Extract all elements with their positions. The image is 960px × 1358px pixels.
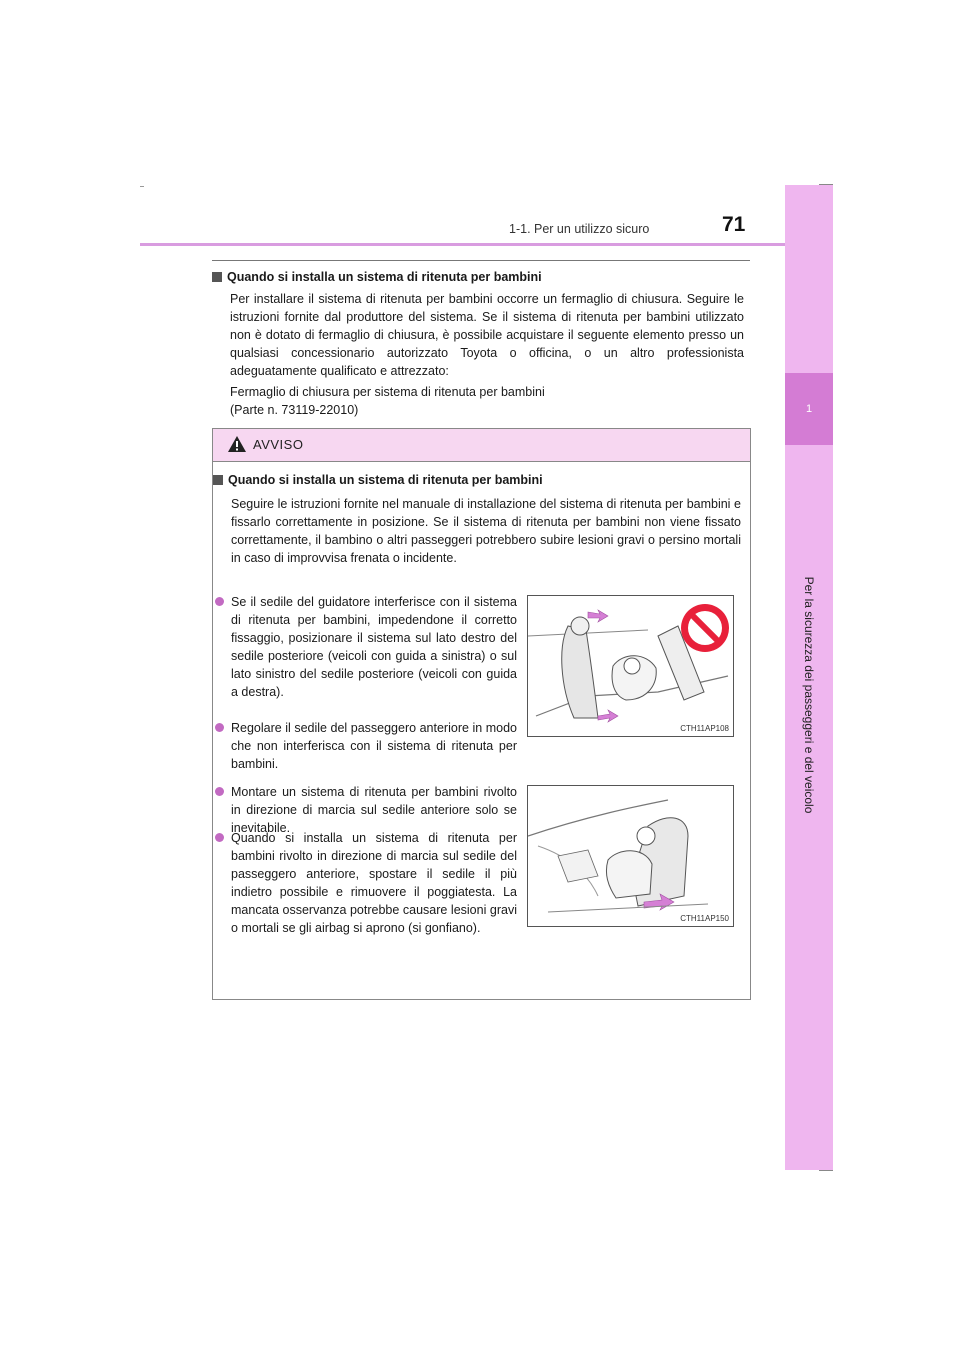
part-description: Fermaglio di chiusura per sistema di ritenuta per bambini	[230, 385, 545, 399]
header-section: 1-1. Per un utilizzo sicuro	[509, 222, 650, 236]
warning-title-text: Quando si installa un sistema di ritenuta per bambini	[228, 473, 543, 487]
bullet-dot-icon	[215, 833, 224, 842]
warning-label: AVVISO	[253, 437, 304, 452]
page-number: 71	[722, 213, 746, 236]
bullet-text: Se il sedile del guidatore interferisce con il sistema di ritenuta per bambini, impedendone il corretto fissaggio, posizionare il sistema sul lato destro del sedile posteriore (veicoli con guida a sinistra) o sul lato sinistro del sedile posteriore (veicoli con guida a destra).	[231, 595, 517, 699]
figure-rear-seat-interference	[527, 595, 734, 737]
crop-mark	[140, 186, 144, 187]
prohibition-icon	[681, 604, 729, 652]
figure-code: CTH11AP150	[680, 914, 729, 923]
warning-box	[212, 428, 751, 1000]
bullet-text: Quando si installa un sistema di ritenuta per bambini rivolto in direzione di marcia sul sedile del passeggero anteriore, spostare il sedile il più indietro possibile e rimuovere il poggiatesta. La mancata osservanza potrebbe causare lesioni gravi o mortali se gli airbag si aprono (si gonfiano).	[231, 831, 517, 935]
crop-mark	[819, 184, 833, 185]
bullet-text: Montare un sistema di ritenuta per bambini rivolto in direzione di marcia sul sedile anteriore solo se inevitabile.	[231, 785, 517, 835]
part-number-paragraph	[230, 383, 744, 419]
warning-paragraph: Seguire le istruzioni fornite nel manuale di installazione del sistema di ritenuta per bambini e fissarlo correttamente in posizione. Se il sistema di ritenuta per bambini non viene fissato correttamente, il bambino o altri passeggeri potrebbero subire lesioni gravi o persino mortali in caso di improvvisa frenata o incidente.	[231, 497, 741, 565]
car-seat-illustration	[528, 596, 733, 736]
chapter-side-tab	[785, 185, 833, 1170]
warning-triangle-icon	[227, 435, 247, 453]
section-divider	[212, 260, 750, 261]
bullet-text: Regolare il sedile del passeggero anteriore in modo che non interferisca con il sistema di ritenuta per bambini.	[231, 721, 517, 771]
square-bullet-icon	[212, 272, 222, 282]
warning-bullet	[213, 719, 517, 773]
warning-title	[213, 473, 543, 487]
figure-code: CTH11AP108	[680, 724, 729, 733]
header-divider	[140, 243, 785, 246]
crop-mark	[819, 1170, 833, 1171]
front-seat-illustration	[528, 786, 733, 926]
bullet-dot-icon	[215, 597, 224, 606]
part-number: (Parte n. 73119-22010)	[230, 403, 359, 417]
figure-front-seat-forward-facing	[527, 785, 734, 927]
section-title-text: Quando si installa un sistema di ritenuta per bambini	[227, 270, 542, 284]
warning-bullet	[213, 593, 517, 701]
intro-paragraph: Per installare il sistema di ritenuta per bambini occorre un fermaglio di chiusura. Seguire le istruzioni fornite dal produttore del sistema. Se il sistema di ritenuta per bambini utilizzato non è dotato di fermaglio di chiusura, è possibile acquistare il seguente elemento presso un qualsiasi concessionario autorizzato Toyota o officina, o un altro professionista adeguatamente qualificato e attrezzato:	[230, 292, 744, 378]
bullet-dot-icon	[215, 723, 224, 732]
warning-bullet	[213, 829, 517, 937]
section-title	[212, 270, 542, 284]
chapter-number: 1	[785, 373, 833, 445]
square-bullet-icon	[213, 475, 223, 485]
chapter-label: Per la sicurezza dei passeggeri e del veicolo	[802, 576, 816, 814]
bullet-dot-icon	[215, 787, 224, 796]
warning-header	[213, 429, 750, 462]
